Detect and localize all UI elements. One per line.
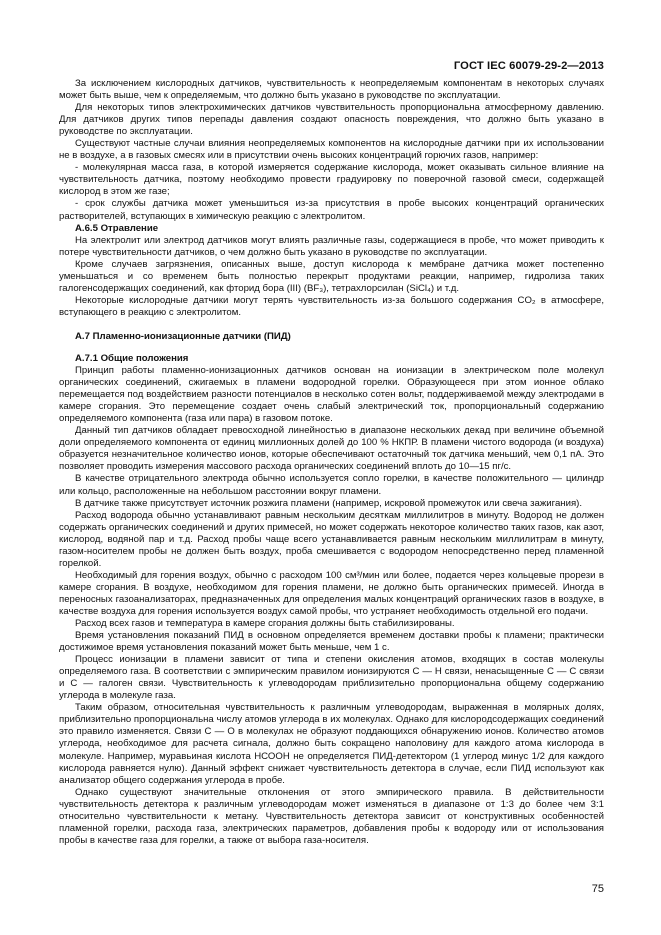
section-heading: А.7 Пламенно-ионизационные датчики (ПИД) <box>75 330 291 342</box>
paragraph: За исключением кислородных датчиков, чувствительность к неопределяемым компонентам в некоторых случаях может быть выше, чем к определяемым, что должно быть указано в руководстве по эксплуатации. <box>59 78 604 102</box>
section-heading: А.7.1 Общие положения <box>75 352 189 364</box>
paragraph: В датчике также присутствует источник розжига пламени (например, искровой промежуток или свеча зажигания). <box>75 497 583 509</box>
standard-designation: ГОСТ IEC 60079-29-2—2013 <box>453 60 604 72</box>
paragraph: Расход всех газов и температура в камере сгорания должны быть стабилизированы. <box>75 618 455 630</box>
paragraph: Таким образом, относительная чувствительность к различным углеводородам, выраженная в молярных долях, приблизительно пропорциональна числу атомов углерода в их молекулах. Однако для кислородсодержащих соединений это правило изменяется. Связи С — О в молекулах не образуют поддающихся обнаружению ионов. Количество атомов углерода, необходимое для расчета сигнала, должно быть сокращено наполовину для каждого атома кислорода в молекуле. Например, муравьиная кислота НСООН не определяется ПИД-детектором (1 углерод минус 1/2 для каждого кислорода равняется нулю). Данный эффект снижает чувствительность детектора в случае, если ПИД используют как анализатор общего содержания углерода в пробе. <box>59 702 604 786</box>
paragraph: Данный тип датчиков обладает превосходной линейностью в диапазоне нескольких декад при величине объемной доли определяемого компонента от единиц миллионных долей до 100 % НКПР. В пламени чистого водорода (и воздуха) образуется незначительное количество ионов, которые обеспечивают остаточный ток датчика меньший, чем 0,1 пА. Это позволяет проводить измерения массового расхода органических соединений вплоть до 10—15 пг/с. <box>59 425 604 473</box>
paragraph: Процесс ионизации в пламени зависит от типа и степени окисления атомов, входящих в состав молекулы определяемого газа. В соответствии с эмпирическим правилом ионизируются С — Н связи, ненасыщенные С — С связи и С — галоген связи. Чувствительность к углеводородам приблизительно пропорциональна общему содержанию углерода в молекуле газа. <box>59 654 604 702</box>
list-item: - срок службы датчика может уменьшиться из-за присутствия в пробе высоких концентраций органических растворителей, вступающих в химическую реакцию с электролитом. <box>59 198 604 222</box>
paragraph: Необходимый для горения воздух, обычно с расходом 100 см³/мин или более, подается через кольцевые прорези в камере сгорания. В воздухе, необходимом для горения пламени, не должно быть органических примесей. Иногда в переносных газоанализаторах, предназначенных для определения малых концентраций органических газов в воздухе, в качестве воздуха для горения используется воздух самой пробы, что устраняет необходимость отдельной его подачи. <box>59 569 604 617</box>
paragraph: Однако существуют значительные отклонения от этого эмпирического правила. В действительности чувствительность детектора к различным углеводородам может изменяться в диапазоне от 1:3 до более чем 3:1 относительно чувствительности к метану. Чувствительность детектора зависит от конструктивных особенностей пламенной горелки, расхода газа, электрических параметров, добавления пробы к водороду или от использования пробы в качестве газа для горелки, а также от выбора газа-носителя. <box>59 786 604 846</box>
paragraph: В качестве отрицательного электрода обычно используется сопло горелки, в качестве положительного — цилиндр или кольцо, расположенные на небольшом расстоянии вокруг пламени. <box>59 473 604 497</box>
page-number: 75 <box>591 883 604 895</box>
paragraph: Кроме случаев загрязнения, описанных выше, доступ кислорода к мембране датчика может постепенно уменьшаться и со временем быть полностью перекрыт продуктами реакции, например, гидролиза таких галогенсодержащих соединений, как фторид бора (III) (BF₃), тетрахлорсилан (SiCl₄) и т.д. <box>59 258 604 294</box>
section-heading: А.6.5 Отравление <box>75 222 159 234</box>
list-item: - молекулярная масса газа, в которой измеряется содержание кислорода, может оказывать сильное влияние на чувствительность датчика, поэтому необходимо провести градуировку по поверочной газовой смеси, содержащей кислород в этом же газе; <box>59 162 604 198</box>
paragraph: Некоторые кислородные датчики могут терять чувствительность из-за большого содержания CO₂ в атмосфере, вступающего в реакцию с электролитом. <box>59 294 604 318</box>
paragraph: Для некоторых типов электрохимических датчиков чувствительность пропорциональна атмосферному давлению. Для датчиков других типов перепады давления создают опасность повреждения, что должно быть указано в руководстве по эксплуатации. <box>59 102 604 138</box>
paragraph: Время установления показаний ПИД в основном определяется временем доставки пробы к пламени; практически достижимое время установления показаний может быть меньше, чем 1 с. <box>59 630 604 654</box>
paragraph: На электролит или электрод датчиков могут влиять различные газы, содержащиеся в пробе, что может приводить к потере чувствительности датчиков, о чем должно быть указано в руководстве по эксплуатации. <box>59 234 604 258</box>
paragraph: Расход водорода обычно устанавливают равным нескольким десяткам миллилитров в минуту. Водород не должен содержать органических соединений и других примесей, но может содержать некоторое количество таких газов, как азот, кислород, водяной пар и т.д. Расход пробы чаще всего устанавливается равным нескольким миллилитрам в минуту, газом-носителем пробы не должен быть воздух, проба смешивается с водородом непосредственно перед пламенной горелкой. <box>59 509 604 569</box>
page-body <box>59 78 604 847</box>
paragraph: Принцип работы пламенно-ионизационных датчиков основан на ионизации в электрическом поле молекул органических соединений, сжигаемых в пламени водородной горелки. Образующееся при этом ионное облако перемещается под воздействием разности потенциалов в несколько сотен вольт, поддерживаемой между электродами в камере сгорания. Это перемещение создает очень слабый электрический ток, пропорциональный содержанию определяемого компонента (газа или пара) в газовом потоке. <box>59 365 604 425</box>
paragraph: Существуют частные случаи влияния неопределяемых компонентов на кислородные датчики при их использовании не в воздухе, а в газовых смесях или в присутствии очень высоких концентраций горючих газов, например: <box>59 138 604 162</box>
